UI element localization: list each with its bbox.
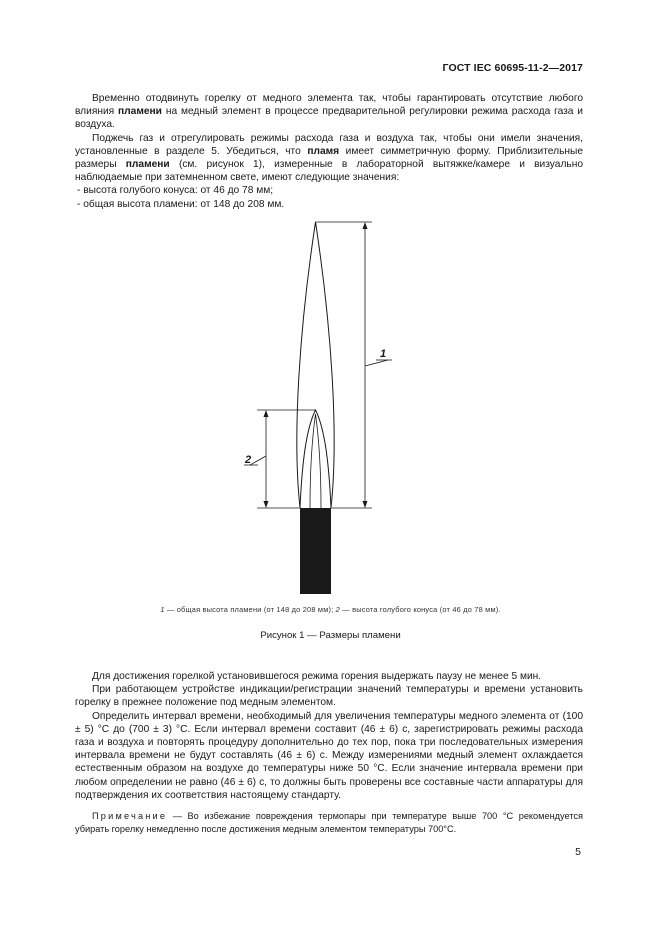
inner-cone-outline [300,410,331,508]
list-item-flame-height: - общая высота пламени: от 148 до 208 мм. [77,198,285,210]
paragraph-interval: Определить интервал времени, необходимый для увеличения температуры медного элемента от (100 ± 5) °С до (700 ± 3) °С. Если интервал времени составит (46 ± 6) с, зарегистрировать режимы расхода газа и воздуха и повторять процедуру дополнительно до тех пор, пока три последовательных измерения интервала времени не будут составлять (46 ± 6) с. Между измерениями медный элемент охлаждается естественным образом на воздухе до температуры ниже 50 °С. Если значение интервала времени при любом определении не равно (46 ± 6) с, то должны быть проверены все составные части аппаратуры для подтверждения их соответствия настоящему стандарту. [75,710,583,801]
paragraph-intro-1: Временно отодвинуть горелку от медного элемента так, чтобы гарантировать отсутствие любого влияния пламени на медный элемент в процессе предварительной регулировки режима расхода газа и воздуха. [75,93,583,131]
note [75,810,583,835]
outer-flame-outline [297,222,334,508]
bold-term: пламени [118,106,162,118]
bold-term: пламя [307,145,340,157]
flame-diagram [230,214,400,600]
arrow-down-icon [363,501,368,508]
bold-term: пламени [125,159,170,171]
paragraph-pause: Для достижения горелкой установившегося режима горения выдержать паузу не менее 5 мин. [92,671,542,682]
arrow-up-icon [264,410,269,417]
document-header: ГОСТ IEC 60695-11-2—2017 [442,62,583,74]
list-item-cone-height: - высота голубого конуса: от 46 до 78 мм; [77,185,274,197]
burner-tube [300,508,331,594]
intro-text [75,92,583,211]
note-label: Примечание [92,811,168,821]
label-1-leader [365,360,388,366]
figure-legend: 1 — общая высота пламени (от 148 до 208 мм); 2 — высота голубого конуса (от 46 до 78 мм). [160,605,501,614]
paragraph-intro-2: Поджечь газ и отрегулировать режимы расхода газа и воздуха так, чтобы они имели значения, установленные в разделе 5. Убедиться, что пламя имеет симметричную форму. Приблизительные размеры пламени (см. рисунок 1), измеренные в лабораторной вытяжке/камере и визуально наблюдаемые при затемненном свете, имеют следующие значения: [75,132,583,184]
figure-caption: Рисунок 1 — Размеры пламени [260,630,401,641]
arrow-down-icon [264,501,269,508]
note-text: — Во избежание повреждения термопары при температуре выше 700 °С рекомендуется убирать горелку немедленно после достижения медным элементом температуры 700°С. [75,811,583,834]
inner-cone-core [310,414,321,508]
page-number: 5 [575,846,581,858]
label-1: 1 [380,348,387,360]
arrow-up-icon [363,222,368,229]
label-2: 2 [245,454,252,466]
label-2-leader [250,456,266,465]
body-text [75,670,583,802]
paragraph-position: При работающем устройстве индикации/регистрации значений температуры и времени установить горелку в прежнее положение под медным элементом. [75,684,583,709]
